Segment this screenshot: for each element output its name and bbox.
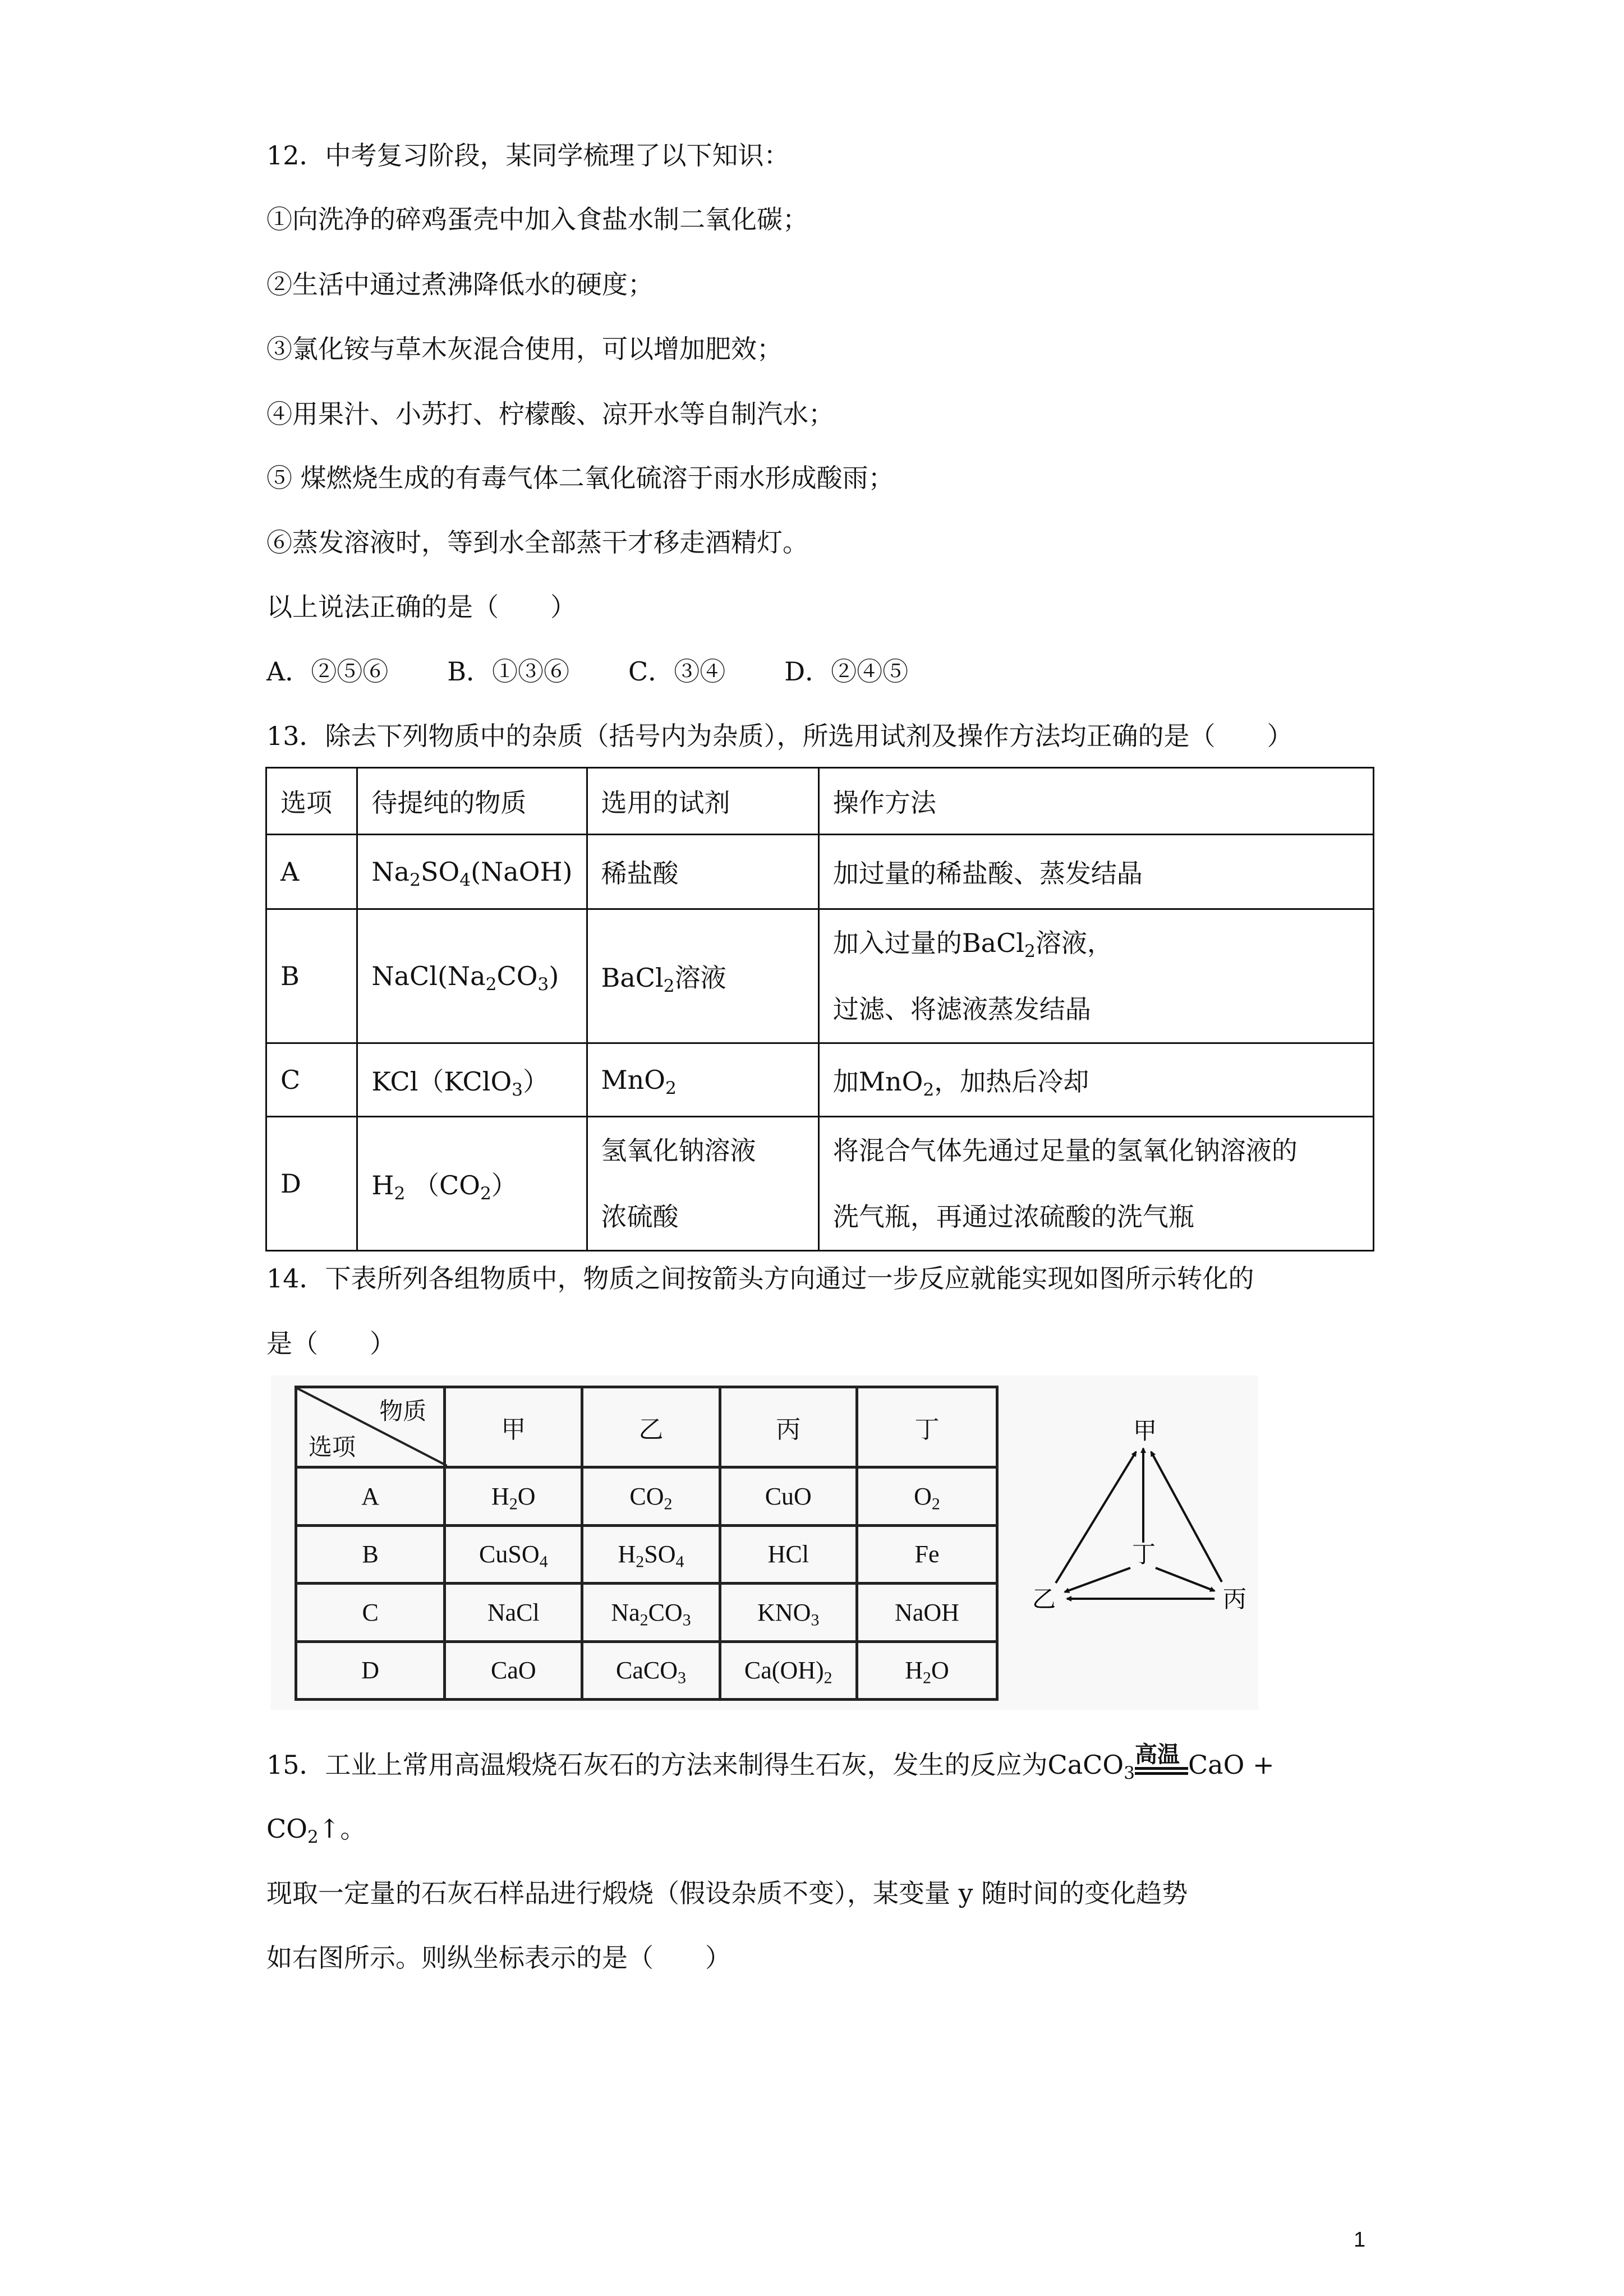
header-cell: 选用的试剂 bbox=[587, 768, 818, 835]
option-cell: A bbox=[296, 1467, 445, 1526]
method-line: 加入过量的BaCl$_2$溶液， bbox=[832, 928, 1113, 961]
transformation-diagram bbox=[1021, 1414, 1257, 1616]
header-cell: 选项 bbox=[266, 768, 357, 835]
q15-line2: $CO_2↑$。 bbox=[266, 1814, 366, 1847]
option-cell: C bbox=[296, 1584, 445, 1642]
method-line: 洗气瓶，再通过浓硫酸的洗气瓶 bbox=[832, 1202, 1194, 1232]
diagonal-header-cell bbox=[296, 1387, 445, 1467]
table-cell: $H_2O$ bbox=[857, 1641, 997, 1700]
header-cell: 甲 bbox=[445, 1387, 582, 1467]
substance-cell: $Na_2SO_4(NaOH)$ bbox=[357, 835, 587, 909]
q12-item-5: ⑤ 煤燃烧生成的有毒气体二氧化硫溶于雨水形成酸雨； bbox=[266, 463, 894, 493]
q15-text: 15．工业上常用高温煅烧石灰石的方法来制得生石灰，发生的反应为 bbox=[266, 1750, 1048, 1780]
table-row bbox=[266, 1117, 1374, 1251]
table-row bbox=[266, 1043, 1374, 1117]
method-cell: 加MnO$_2$，加热后冷却 bbox=[818, 1043, 1373, 1117]
header-cell: 丁 bbox=[857, 1387, 997, 1467]
q13-table bbox=[265, 767, 1374, 1251]
option-cell: D bbox=[266, 1117, 357, 1251]
reagent-cell bbox=[587, 835, 818, 909]
q15-line3: 现取一定量的石灰石样品进行煅烧（假设杂质不变），某变量 y 随时间的变化趋势 bbox=[266, 1878, 1188, 1908]
table-header-row bbox=[266, 768, 1374, 835]
arrow-ding-to-bing bbox=[1156, 1568, 1214, 1591]
header-top-label: 物质 bbox=[379, 1399, 427, 1425]
q12-option-c: C．③④ bbox=[628, 656, 726, 687]
reaction-condition bbox=[1134, 1742, 1188, 1782]
arrow-yi-to-jia bbox=[1056, 1452, 1136, 1583]
q12-item-1: ①向洗净的碎鸡蛋壳中加入食盐水制二氧化碳； bbox=[266, 204, 808, 234]
option-cell: D bbox=[296, 1641, 445, 1700]
q13-stem: 13．除去下列物质中的杂质（括号内为杂质），所选用试剂及操作方法均正确的是（ ） bbox=[266, 721, 1293, 751]
page-number: 1 bbox=[1354, 2228, 1366, 2252]
option-cell: C bbox=[266, 1043, 357, 1117]
q14-stem-line1: 14．下表所列各组物质中，物质之间按箭头方向通过一步反应就能实现如图所示转化的 bbox=[266, 1263, 1254, 1294]
method-cell bbox=[818, 909, 1373, 1043]
header-cell: 丙 bbox=[720, 1387, 857, 1467]
table-cell: $O_2$ bbox=[857, 1467, 997, 1526]
method-line: 将混合气体先通过足量的氢氧化钠溶液的 bbox=[832, 1135, 1298, 1166]
reactant: CaCO$_3$ bbox=[1047, 1750, 1135, 1783]
q12-item-4: ④用果汁、小苏打、柠檬酸、凉开水等自制汽水； bbox=[266, 399, 834, 429]
q14-stem-line2: 是（ ） bbox=[266, 1328, 395, 1359]
header-cell: 操作方法 bbox=[818, 768, 1373, 835]
reagent-line: 浓硫酸 bbox=[601, 1202, 679, 1232]
table-cell: Fe bbox=[857, 1525, 997, 1584]
q15-line4: 如右图所示。则纵坐标表示的是（ ） bbox=[266, 1943, 731, 1973]
table-cell: CuSO$_4$ bbox=[445, 1525, 582, 1584]
table-cell: CaCO$_3$ bbox=[582, 1641, 720, 1700]
q12-option-b: B．①③⑥ bbox=[447, 656, 570, 687]
q12-option-a: A．②⑤⑥ bbox=[266, 656, 389, 687]
reagent-text: 稀盐酸 bbox=[601, 858, 679, 889]
node-ding: 丁 bbox=[1132, 1540, 1156, 1568]
substance-cell: KCl（KClO$_3$） bbox=[357, 1043, 587, 1117]
table-cell: $H_2O$ bbox=[445, 1467, 582, 1526]
header-cell: 乙 bbox=[582, 1387, 720, 1467]
table-row bbox=[266, 909, 1374, 1043]
option-cell: B bbox=[296, 1525, 445, 1584]
q14-table bbox=[295, 1386, 999, 1701]
table-cell: $CO_2$ bbox=[582, 1467, 720, 1526]
table-cell: $Ca(OH)_2$ bbox=[720, 1641, 857, 1700]
q12-stem: 12．中考复习阶段，某同学梳理了以下知识： bbox=[266, 140, 790, 171]
table-header-row bbox=[296, 1387, 997, 1467]
table-cell: $KNO_3$ bbox=[720, 1584, 857, 1642]
q12-item-6: ⑥蒸发溶液时，等到水全部蒸干才移走酒精灯。 bbox=[266, 527, 808, 558]
table-row bbox=[296, 1641, 997, 1700]
arrow-ding-to-yi bbox=[1065, 1568, 1130, 1592]
table-cell: NaCl bbox=[445, 1584, 582, 1642]
table-cell: HCl bbox=[720, 1525, 857, 1584]
table-cell: $H_2SO_4$ bbox=[582, 1525, 720, 1584]
method-cell bbox=[818, 835, 1373, 909]
header-bottom-label: 选项 bbox=[309, 1435, 356, 1461]
method-line: 过滤、将滤液蒸发结晶 bbox=[832, 994, 1091, 1024]
q12-question: 以上说法正确的是（ ） bbox=[266, 592, 576, 622]
node-yi: 乙 bbox=[1032, 1585, 1056, 1613]
node-bing: 丙 bbox=[1223, 1585, 1247, 1613]
q12-item-2: ②生活中通过煮沸降低水的硬度； bbox=[266, 269, 654, 300]
table-cell: NaOH bbox=[857, 1584, 997, 1642]
table-cell: CaO bbox=[445, 1641, 582, 1700]
reagent-line: 氢氧化钠溶液 bbox=[601, 1135, 756, 1166]
substance-cell: $NaCl(Na_2CO_3)$ bbox=[357, 909, 587, 1043]
product: CaO + bbox=[1188, 1750, 1275, 1780]
q12-item-3: ③氯化铵与草木灰混合使用，可以增加肥效； bbox=[266, 334, 783, 364]
option-cell: A bbox=[266, 835, 357, 909]
q12-option-d: D．②④⑤ bbox=[784, 656, 909, 687]
table-row bbox=[296, 1525, 997, 1584]
reagent-cell: MnO$_2$ bbox=[587, 1043, 818, 1117]
arrow-bing-to-jia bbox=[1151, 1452, 1222, 1582]
table-row bbox=[266, 835, 1374, 909]
reagent-cell bbox=[587, 1117, 818, 1251]
condition-text: 高温 bbox=[1134, 1742, 1180, 1768]
table-row bbox=[296, 1467, 997, 1526]
substance-cell: $H_2$ $(CO_2)$ bbox=[357, 1117, 587, 1251]
table-cell: $Na_2CO_3$ bbox=[582, 1584, 720, 1642]
node-jia: 甲 bbox=[1133, 1417, 1157, 1444]
q12-options bbox=[266, 655, 908, 688]
table-row bbox=[296, 1584, 997, 1642]
header-cell: 待提纯的物质 bbox=[357, 768, 587, 835]
q15-line1 bbox=[266, 1742, 1275, 1783]
method-cell bbox=[818, 1117, 1373, 1251]
option-cell: B bbox=[266, 909, 357, 1043]
reagent-cell: BaCl$_2$溶液 bbox=[587, 909, 818, 1043]
table-cell: CuO bbox=[720, 1467, 857, 1526]
method-text: 加过量的稀盐酸、蒸发结晶 bbox=[832, 858, 1143, 889]
